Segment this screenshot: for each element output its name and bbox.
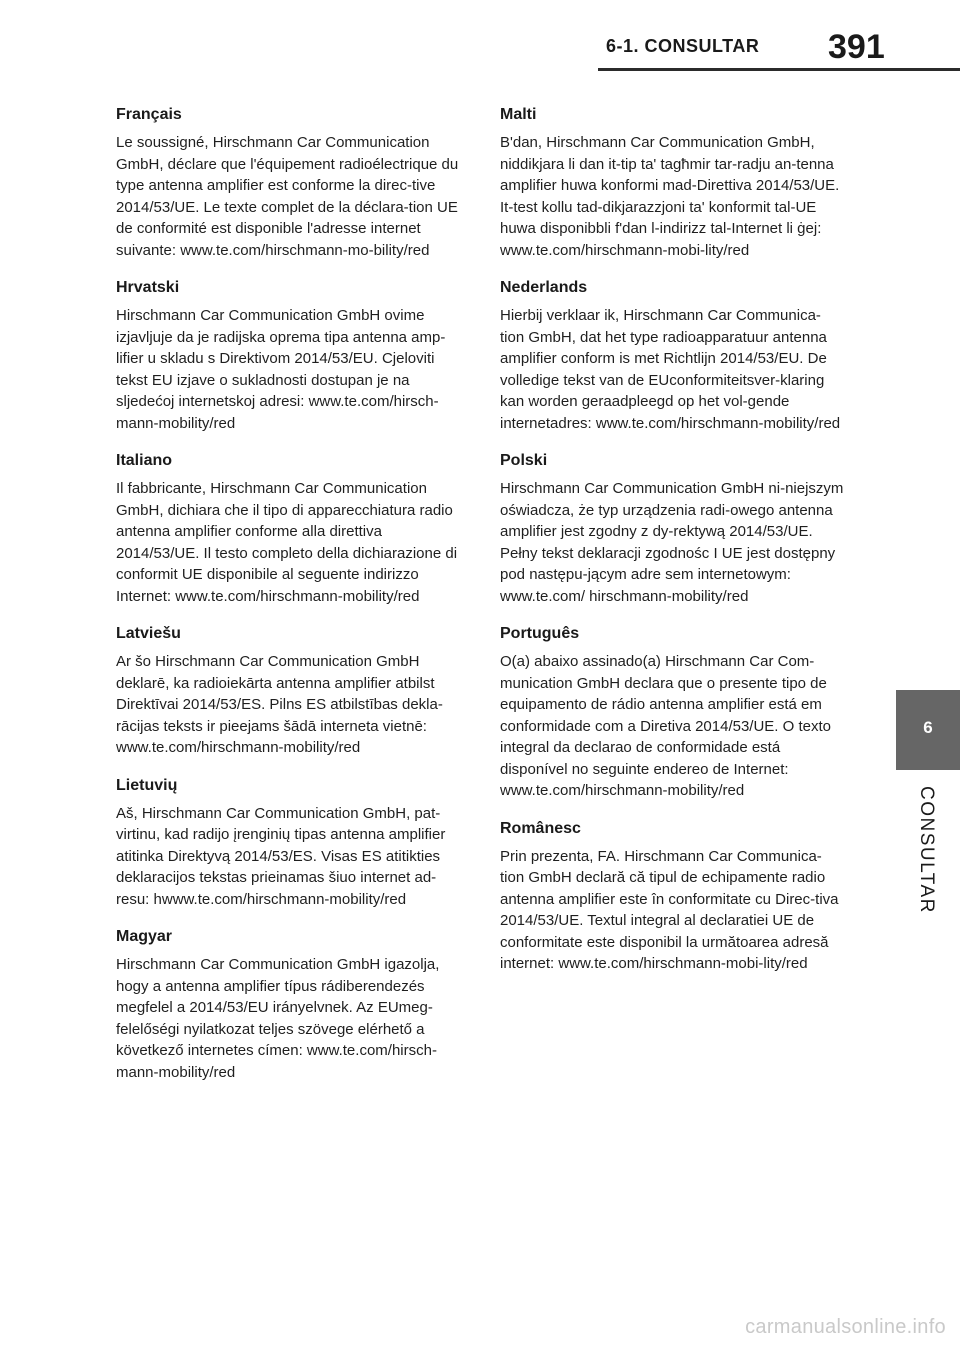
section-title: 6-1. CONSULTAR — [606, 36, 760, 56]
declaration-hr — [116, 277, 461, 434]
chapter-tab — [896, 690, 960, 770]
declaration-text: Il fabbricante, Hirschmann Car Communication GmbH, dichiara che il tipo di apparecchiatura radio antenna amplifier conforme alla direttiva 2014/53/UE. Il testo completo della dichiarazione di conformit UE disponibile al seguente indirizzo Internet: www.te.com/hirschmann-mobility/red — [116, 480, 458, 605]
page-number: 391 — [828, 28, 885, 66]
language-heading: Malti — [500, 106, 537, 123]
page-header — [0, 0, 960, 80]
declaration-text: O(a) abaixo assinado(a) Hirschmann Car Com-munication GmbH declara que o presente tipo de equipamento de rádio antenna amplifier está em conformidade com a Diretiva 2014/53/UE. O texto integral da declarao de conformidade está disponível no seguinte endereo de Internet: www.te.com/hirschmann-mobility/red — [500, 653, 831, 799]
site-watermark: carmanualsonline.info — [745, 1316, 946, 1338]
language-heading: Français — [116, 106, 182, 123]
language-heading: Polski — [500, 452, 548, 469]
declaration-text: Aš, Hirschmann Car Communication GmbH, pat-virtinu, kad radijo įrenginių tipas antenna amplifier atitinka Direktyvą 2014/53/ES. Visas ES atitikties deklaracijos tekstas prieinamas šiuo internet ad-resu: hwww.te.com/hirschmann-mobility/red — [116, 804, 446, 908]
language-heading: Lietuvių — [116, 776, 178, 794]
language-heading: Românesc — [500, 819, 581, 837]
declaration-text: Hirschmann Car Communication GmbH ovime izjavljuje da je radijska oprema tipa antenna amp-lifier u skladu s Direktivom 2014/53/EU. Cjeloviti tekst EU izjave o sukladnosti dostupan je na sljedećoj internetskoj adresi: www.te.com/hirsch-mann-mobility/red — [116, 307, 446, 432]
declaration-fr — [116, 104, 461, 261]
declaration-pt — [500, 623, 845, 802]
declaration-lt — [116, 775, 461, 911]
declaration-text: Le soussigné, Hirschmann Car Communication GmbH, déclare que l'équipement radioélectrique du type antenna amplifier est conforme la direc-tive 2014/53/UE. Le texte complet de la déclara-tion UE de conformité est disponible l'adresse internet suivante: www.te.com/hirschmann-mo-bility/red — [116, 134, 459, 259]
language-heading: Latviešu — [116, 625, 181, 642]
declaration-text: Hirschmann Car Communication GmbH igazolja, hogy a antenna amplifier típus rádiberendezés megfelel a 2014/53/EU irányelvnek. Az EUmeg-felelőségi nyilatkozat teljes szövege elérhető a következő internetes címen: www.te.com/hirsch-mann-mobility/red — [116, 956, 440, 1081]
declaration-nl — [500, 277, 845, 434]
header-rule — [598, 68, 960, 71]
language-heading: Nederlands — [500, 279, 588, 296]
declaration-text: Hirschmann Car Communication GmbH ni-niejszym oświadcza, że typ urządzenia radi-owego antenna amplifier jest zgodny z dy-rektywą 2014/53/UE. Pełny tekst deklaracji zgodnośc I UE jest dostępny pod następu-jącym adre sem internetowym: www.te.com/ hirschmann-mobility/red — [500, 480, 844, 605]
declaration-text: Prin prezenta, FA. Hirschmann Car Communica-tion GmbH declară că tipul de echipamente radio antenna amplifier este în conformitate cu Direc-tiva 2014/53/UE. Textul integral al declaratiei UE de conformitate este disponibil la următoarea adresă internet: www.te.com/hirschmann-mobi-lity/red — [500, 847, 839, 972]
declaration-it — [116, 450, 461, 607]
language-heading: Português — [500, 625, 580, 642]
declaration-text: Hierbij verklaar ik, Hirschmann Car Communica-tion GmbH, dat het type radioapparatuur antenna amplifier conform is met Richtlijn 2014/53/EU. De volledige tekst van de EUconformiteitsver-klaring kan worden geraadpleegd op het vol-gende internetadres: www.te.com/hirschmann-mobility/red — [500, 307, 841, 432]
declaration-text: B'dan, Hirschmann Car Communication GmbH, niddikjara li dan it-tip ta' tagħmir tar-radju an-tenna amplifier huwa konformi mad-Direttiva 2014/53/UE. It-test kollu tad-dikjarazzjoni ta' konformit tal-UE huwa disponibbli f'dan l-indirizz tal-Internet li ġej: www.te.com/hirschmann-mobi-lity/red — [500, 134, 840, 259]
declaration-pl — [500, 450, 845, 607]
declaration-ro — [500, 818, 845, 975]
language-heading: Italiano — [116, 452, 173, 469]
language-heading: Hrvatski — [116, 279, 180, 296]
declaration-mt — [500, 104, 845, 261]
declaration-text: Ar šo Hirschmann Car Communication GmbH deklarē, ka radioiekārta antenna amplifier atbilst Direktīvai 2014/53/ES. Pilns ES atbilstības dekla-rācijas teksts ir pieejams šādā interneta vietnē: www.te.com/hirschmann-mobility/red — [116, 653, 443, 756]
chapter-label: CONSULTAR — [916, 786, 937, 914]
language-heading: Magyar — [116, 928, 173, 945]
chapter-number: 6 — [923, 718, 933, 737]
left-column — [116, 104, 461, 1099]
declaration-lv — [116, 623, 461, 759]
right-column — [500, 104, 845, 991]
declaration-hu — [116, 926, 461, 1083]
